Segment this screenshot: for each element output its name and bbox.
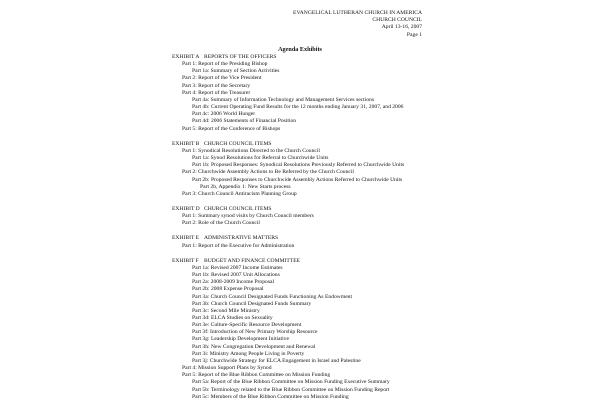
exhibit-section (172, 141, 472, 198)
agenda-item: Part 1: Report of the Executive for Administration (182, 242, 295, 249)
agenda-item: Part 3: Report of the Secretary (182, 82, 251, 89)
agenda-item: Part 4c: 2006 World Hunger (192, 111, 256, 118)
exhibit-heading (172, 235, 472, 242)
agenda-item: Part 5: Report of the Blue Ribbon Committee on Mission Funding (182, 372, 331, 379)
page-title: Agenda Exhibits (278, 46, 322, 53)
header-org: EVANGELICAL LUTHERAN CHURCH IN AMERICA (293, 10, 422, 16)
agenda-item: Part 3: Church Council Antiracism Planning Group (182, 190, 297, 197)
agenda-item: Part 3j: Churchwide Strategy for ELCA Engagement in Israel and Palestine (192, 357, 361, 364)
agenda-item: Part 3h: New Congregation Development and Renewal (192, 343, 316, 350)
agenda-item: Part 5c: Members of the Blue Ribbon Committee on Mission Funding (192, 393, 349, 400)
agenda-item: Part 4a: Summary of Information Technology and Management Services sections (192, 96, 375, 103)
exhibit-title: REPORTS OF THE OFFICERS (204, 54, 277, 60)
exhibit-section (172, 235, 472, 249)
exhibit-heading (172, 141, 472, 148)
header-page: Page 1 (406, 31, 422, 38)
exhibit-heading (172, 258, 472, 265)
exhibit-section (172, 258, 472, 401)
agenda-item: Part 5b: Terminology related to the Blue Ribbon Committee on Mission Funding Report (192, 386, 390, 393)
agenda-item: Part 1a: Synod Resolutions for Referral to Churchwide Units (192, 155, 329, 162)
agenda-item: Part 2b, Appendix 1: New Starts process (200, 183, 291, 190)
exhibit-label: EXHIBIT B (172, 140, 200, 147)
document-header (293, 10, 422, 39)
header-body: CHURCH COUNCIL (372, 17, 422, 24)
agenda-item: Part 3i: Ministry Among People Living in Poverty (192, 350, 305, 357)
agenda-item: Part 1b: Revised 2007 Unit Allocations (192, 272, 280, 279)
exhibit-heading (172, 206, 472, 213)
agenda-item: Part 5a: Report of the Blue Ribbon Committee on Mission Funding Executive Summary (192, 379, 390, 386)
agenda-item: Part 1: Summary synod visits by Church Council members (182, 213, 314, 220)
header-date: April 13-16, 2007 (381, 24, 422, 31)
agenda-item: Part 1: Report of the Presiding Bishop (182, 61, 268, 68)
agenda-item: Part 2b: 2008 Expense Proposal (192, 286, 264, 293)
agenda-item: Part 2: Role of the Church Council (182, 220, 260, 227)
agenda-list (172, 54, 472, 401)
agenda-item: Part 3a: Church Council Designated Funds Functioning As Endowment (192, 293, 353, 300)
exhibit-title: BUDGET AND FINANCE COMMITTEE (204, 257, 301, 264)
agenda-item: Part 2b: Proposed Responses to Churchwide Assembly Actions Referred to Churchwide Units (192, 176, 403, 183)
exhibit-title: CHURCH COUNCIL ITEMS (204, 205, 272, 212)
agenda-item: Part 3e: Culture-Specific Resource Development (192, 322, 302, 329)
exhibit-label: EXHIBIT F (172, 257, 199, 264)
agenda-item: Part 1a: Summary of Section Activities (192, 68, 280, 75)
agenda-item: Part 3d: ELCA Studies on Sexuality (192, 315, 273, 321)
agenda-item: Part 3g: Leadership Development Initiative (192, 336, 289, 343)
agenda-item: Part 4d: 2006 Statements of Financial Position (192, 118, 297, 125)
exhibit-label: EXHIBIT E (172, 235, 200, 242)
agenda-item: Part 1b: Proposed Responses: Synodical Resolutions Previously Referred to Churchwide Units (192, 162, 405, 169)
agenda-item: Part 5: Report of the Conference of Bishops (182, 125, 281, 132)
exhibit-label: EXHIBIT A (172, 54, 200, 60)
agenda-item: Part 1a: Revised 2007 Income Estimates (192, 264, 283, 271)
agenda-item: Part 3c: Second Mile Ministry (192, 307, 260, 314)
agenda-item: Part 1: Synodical Resolutions Directed to the Church Council (182, 147, 320, 154)
agenda-item: Part 2a: 2008-2009 Income Proposal (192, 279, 275, 286)
exhibit-section (172, 54, 472, 133)
exhibit-title: ADMINISTRATIVE MATTERS (204, 235, 279, 242)
agenda-item: Part 3f: Introduction of New Primary Worship Resource (192, 329, 318, 336)
agenda-item: Part 2: Report of the Vice President (182, 75, 262, 82)
agenda-item: Part 4: Report of the Treasurer (182, 89, 251, 96)
agenda-item: Part 2: Churchwide Assembly Actions to Be Referred by the Church Council (182, 169, 354, 176)
exhibit-label: EXHIBIT D (172, 205, 200, 212)
exhibit-title: CHURCH COUNCIL ITEMS (204, 140, 272, 147)
exhibit-section (172, 206, 472, 227)
agenda-item: Part 4b: Current Operating Fund Results for the 12 months ending January 31, 2007, and 2006 (192, 104, 404, 111)
agenda-item: Part 3b: Church Council Designated Funds Summary (192, 300, 312, 307)
agenda-item: Part 4: Mission Support Plans by Synod (182, 365, 272, 372)
